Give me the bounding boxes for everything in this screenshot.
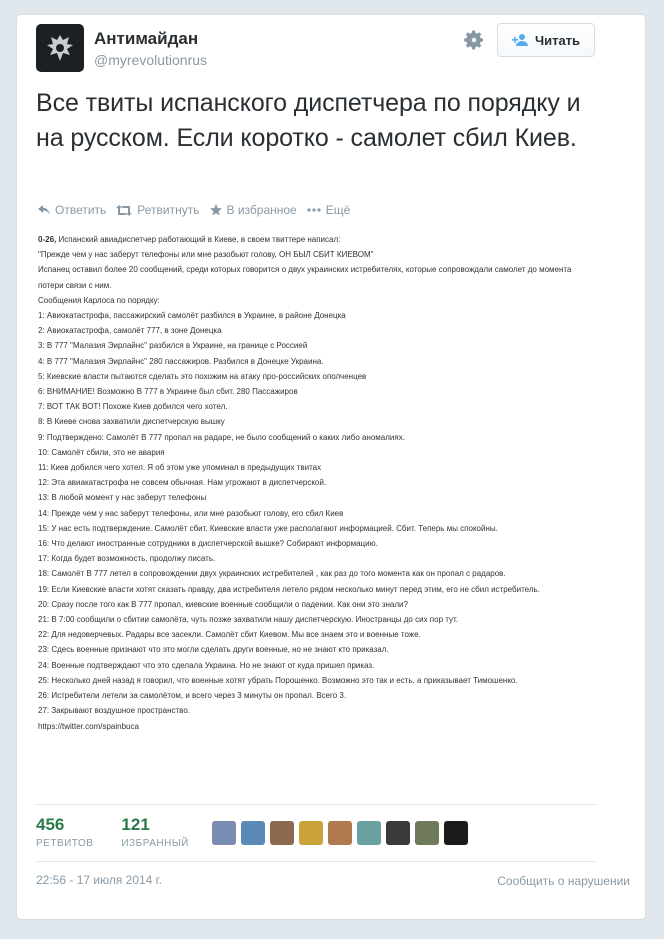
message-line: 22: Для недоверчевых. Радары все засекли. Самолёт сбит Киевом. Мы все знаем это и военные тоже. bbox=[38, 630, 421, 640]
more-button[interactable] bbox=[307, 203, 351, 217]
gear-icon[interactable] bbox=[462, 28, 486, 52]
message-line: 19: Если Киевские власти хотят сказать правду, два истребителя летело рядом несколько минут перед этим, его не сбил истребитель. bbox=[38, 584, 540, 594]
stats bbox=[36, 815, 217, 849]
favoriter-avatar[interactable] bbox=[299, 821, 323, 845]
favoriter-avatar[interactable] bbox=[415, 821, 439, 845]
favoriter-avatar[interactable] bbox=[386, 821, 410, 845]
favoriters-avatars bbox=[212, 821, 468, 845]
message-line: 13: В любой момент у нас заберут телефоны bbox=[38, 493, 207, 503]
reply-icon bbox=[38, 205, 50, 215]
favoriter-avatar[interactable] bbox=[212, 821, 236, 845]
message-line: 26: Истребители летели за самолётом, и всего через 3 минуты он пропал. Всего 3. bbox=[38, 691, 347, 701]
source-link: https://twitter.com/spainbuca bbox=[38, 721, 139, 731]
message-line: 10: Самолёт сбили, это не авария bbox=[38, 447, 165, 457]
reply-label: Ответить bbox=[55, 203, 107, 217]
message-line: 27: Закрывают воздушное пространство. bbox=[38, 706, 190, 716]
tweet-text: Все твиты испанского диспетчера по порядку и на русском. Если коротко - самолет сбил Киев. bbox=[36, 89, 581, 152]
timestamp[interactable]: 22:56 - 17 июля 2014 г. bbox=[36, 873, 162, 887]
intro-line bbox=[38, 232, 598, 247]
tweet-actions bbox=[38, 203, 350, 217]
retweets-stat[interactable] bbox=[36, 815, 93, 849]
follow-button[interactable] bbox=[497, 23, 595, 57]
star-icon bbox=[210, 204, 222, 216]
message-line: 25: Несколько дней назад я говорил, что военные хотят убрать Порошенко. Возможно это так и есть, а приказывает Тимошенко. bbox=[38, 675, 518, 685]
favorites-label: ИЗБРАННЫЙ bbox=[121, 838, 189, 849]
divider-bottom bbox=[36, 861, 596, 862]
intro-text: Испанский авиадиспетчер работающий в Киеве, в своем твиттере написал: bbox=[56, 235, 341, 244]
more-dots-icon bbox=[307, 208, 321, 212]
retweet-label: Ретвитнуть bbox=[137, 203, 200, 217]
favoriter-avatar[interactable] bbox=[357, 821, 381, 845]
favorite-button[interactable] bbox=[210, 203, 297, 217]
retweet-button[interactable] bbox=[116, 203, 199, 217]
reply-button[interactable] bbox=[38, 203, 106, 217]
retweets-label: РЕТВИТОВ bbox=[36, 838, 94, 849]
favorite-label: В избранное bbox=[226, 203, 297, 217]
avatar[interactable] bbox=[36, 24, 84, 72]
retweets-count: 456 bbox=[36, 815, 65, 834]
favorites-count: 121 bbox=[121, 815, 150, 834]
list-title: Сообщения Карлоса по порядку: bbox=[38, 295, 160, 305]
message-line: 4: В 777 "Малазия Эирлайнс" 280 пассажиров. Разбился в Донецке Украина. bbox=[38, 356, 324, 366]
follow-button-label: Читать bbox=[534, 32, 581, 48]
message-line: 12: Эта авиакатастрофа не совсем обычная. Нам угрожают в диспетчерской. bbox=[38, 478, 327, 488]
message-line: 20: Сразу после того как В 777 пропал, киевские военные сообщили о падении. Как они это знали? bbox=[38, 599, 408, 609]
messages-list bbox=[38, 308, 598, 718]
message-line: 2: Авиокатастрофа, самолёт 777, в зоне Донецка bbox=[38, 326, 222, 336]
summary-line: Испанец оставил более 20 сообщений, среди которых говорится о двух украинских истребителях, которые сопровождали самолет до момента потери связи с ним. bbox=[38, 265, 572, 290]
message-line: 17: Когда будет возможность, продолжу писать. bbox=[38, 554, 216, 564]
favorites-stat[interactable] bbox=[121, 815, 188, 849]
favoriter-avatar[interactable] bbox=[444, 821, 468, 845]
message-line: 18: Самолёт В 777 летел в сопровождении двух украинских истребителей , как раз до того момента как он пропал с радаров. bbox=[38, 569, 506, 579]
message-line: 11: Киев добился чего хотел. Я об этом уже упоминал в предыдущих твитах bbox=[38, 463, 322, 473]
divider-top bbox=[36, 804, 596, 805]
message-line: 9: Подтверждено: Самолёт В 777 пропал на радаре, не было сообщений о каких либо аномалиях. bbox=[38, 432, 405, 442]
message-line: 21: В 7:00 сообщили о сбитии самолёта, чуть позже захватили нашу диспетчерскую. Иностранцы до сих пор тут. bbox=[38, 615, 458, 625]
favoriter-avatar[interactable] bbox=[270, 821, 294, 845]
message-line: 1: Авиокатастрофа, пассажирский самолёт разбился в Украине, в районе Донецка bbox=[38, 311, 346, 321]
message-line: 14: Прежде чем у нас заберут телефоны, или мне разобьют голову, его сбил Киев bbox=[38, 508, 344, 518]
message-line: 3: В 777 "Малазия Эирлайнс" разбился в Украине, на границе с Россией bbox=[38, 341, 308, 351]
message-line: 6: ВНИМАНИЕ! Возможно В 777 в Украине был сбит. 280 Пассажиров bbox=[38, 387, 298, 397]
message-line: 23: Сдесь военные признают что это могли сделать други военные, но не знают кто приказал. bbox=[38, 645, 389, 655]
message-line: 8: В Киеве снова захватили диспетчерскую вышку bbox=[38, 417, 225, 427]
eagle-emblem-icon bbox=[43, 31, 77, 65]
author-handle[interactable]: @myrevolutionrus bbox=[94, 52, 208, 68]
intro-bold: 0-26, bbox=[38, 235, 57, 244]
follow-user-icon bbox=[512, 33, 530, 47]
favoriter-avatar[interactable] bbox=[328, 821, 352, 845]
message-line: 24: Военные подтверждают что это сделала Украина. Но не знают от куда пришел приказ. bbox=[38, 660, 375, 670]
author-name[interactable]: Антимайдан bbox=[94, 29, 199, 48]
more-label: Ещё bbox=[325, 203, 351, 217]
favoriter-avatar[interactable] bbox=[241, 821, 265, 845]
embedded-text-image[interactable] bbox=[38, 232, 598, 734]
message-line: 5: Киевские власти пытаются сделать это похожим на атаку про-российских ополченцев bbox=[38, 371, 367, 381]
message-line: 16: Что делают иностранные сотрудники в диспетчерской вышке? Собирают информацию. bbox=[38, 539, 378, 549]
report-link[interactable]: Сообщить о нарушении bbox=[497, 874, 630, 888]
message-line: 7: ВОТ ТАК ВОТ! Похоже Киев добился чего хотел. bbox=[38, 402, 228, 412]
quote-line: "Прежде чем у нас заберут телефоны или мне разобьют голову, ОН БЫЛ СБИТ КИЕВОМ" bbox=[38, 250, 374, 260]
message-line: 15: У нас есть подтверждение. Самолёт сбит. Киевские власти уже располагают информацией. Сбит. Теперь мы спокойны. bbox=[38, 523, 498, 533]
retweet-icon bbox=[116, 205, 132, 216]
